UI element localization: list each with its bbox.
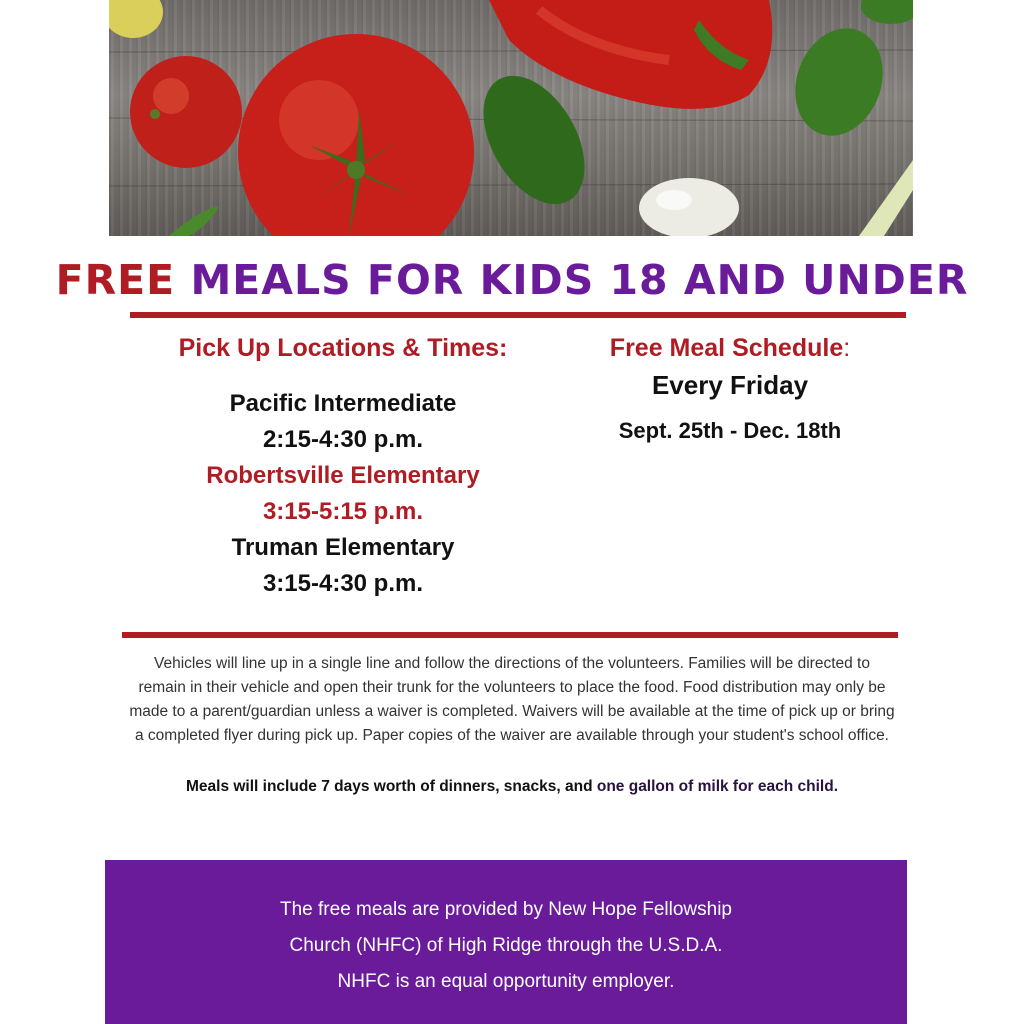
location-name: Robertsville Elementary (206, 462, 480, 489)
location-time: 3:15-4:30 p.m. (262, 570, 424, 597)
footer-banner (105, 860, 907, 1024)
pickup-title: Pick Up Locations & Times: (178, 334, 508, 362)
title-rest: MEALS FOR KIDS 18 AND UNDER (190, 256, 969, 304)
schedule-title-text: Free Meal Schedule (609, 334, 844, 362)
instructions-line: a completed flyer during pick up. Paper copies of the waiver are available through your student's school office. (135, 727, 889, 744)
schedule-day: Every Friday (651, 370, 809, 400)
instructions-line: remain in their vehicle and open their trunk for the volunteers to place the food. Food distribution may only be (138, 679, 886, 696)
vegetables-illustration (109, 0, 913, 236)
footer-line: The free meals are provided by New Hope Fellowship (280, 899, 732, 920)
page-title (0, 250, 1024, 310)
meals-note-part1: Meals will include 7 days worth of dinners, snacks, and (185, 778, 597, 795)
meals-note (0, 778, 1024, 796)
footer-line: NHFC is an equal opportunity employer. (337, 971, 675, 992)
instructions-line: made to a parent/guardian unless a waiver is completed. Waivers will be available at the time of pick up or bring (129, 703, 895, 720)
location-name: Pacific Intermediate (229, 390, 457, 417)
top-divider (130, 312, 906, 318)
meals-note-part2: one gallon of milk for each child. (596, 778, 839, 795)
location-time: 3:15-5:15 p.m. (262, 498, 424, 525)
hero-vegetables-image (109, 0, 913, 236)
instructions-paragraph (50, 652, 974, 748)
schedule-dates: Sept. 25th - Dec. 18th (618, 418, 842, 443)
bottom-divider (122, 632, 898, 638)
footer-line: Church (NHFC) of High Ridge through the U.S.D.A. (289, 935, 723, 956)
title-free: FREE (55, 256, 176, 304)
schedule-title (560, 334, 900, 363)
location-time: 2:15-4:30 p.m. (262, 426, 424, 453)
schedule-title-colon: : (843, 334, 851, 362)
instructions-line: Vehicles will line up in a single line and follow the directions of the volunteers. Families will be directed to (154, 655, 870, 672)
pickup-locations (140, 386, 546, 602)
location-name: Truman Elementary (231, 534, 455, 561)
